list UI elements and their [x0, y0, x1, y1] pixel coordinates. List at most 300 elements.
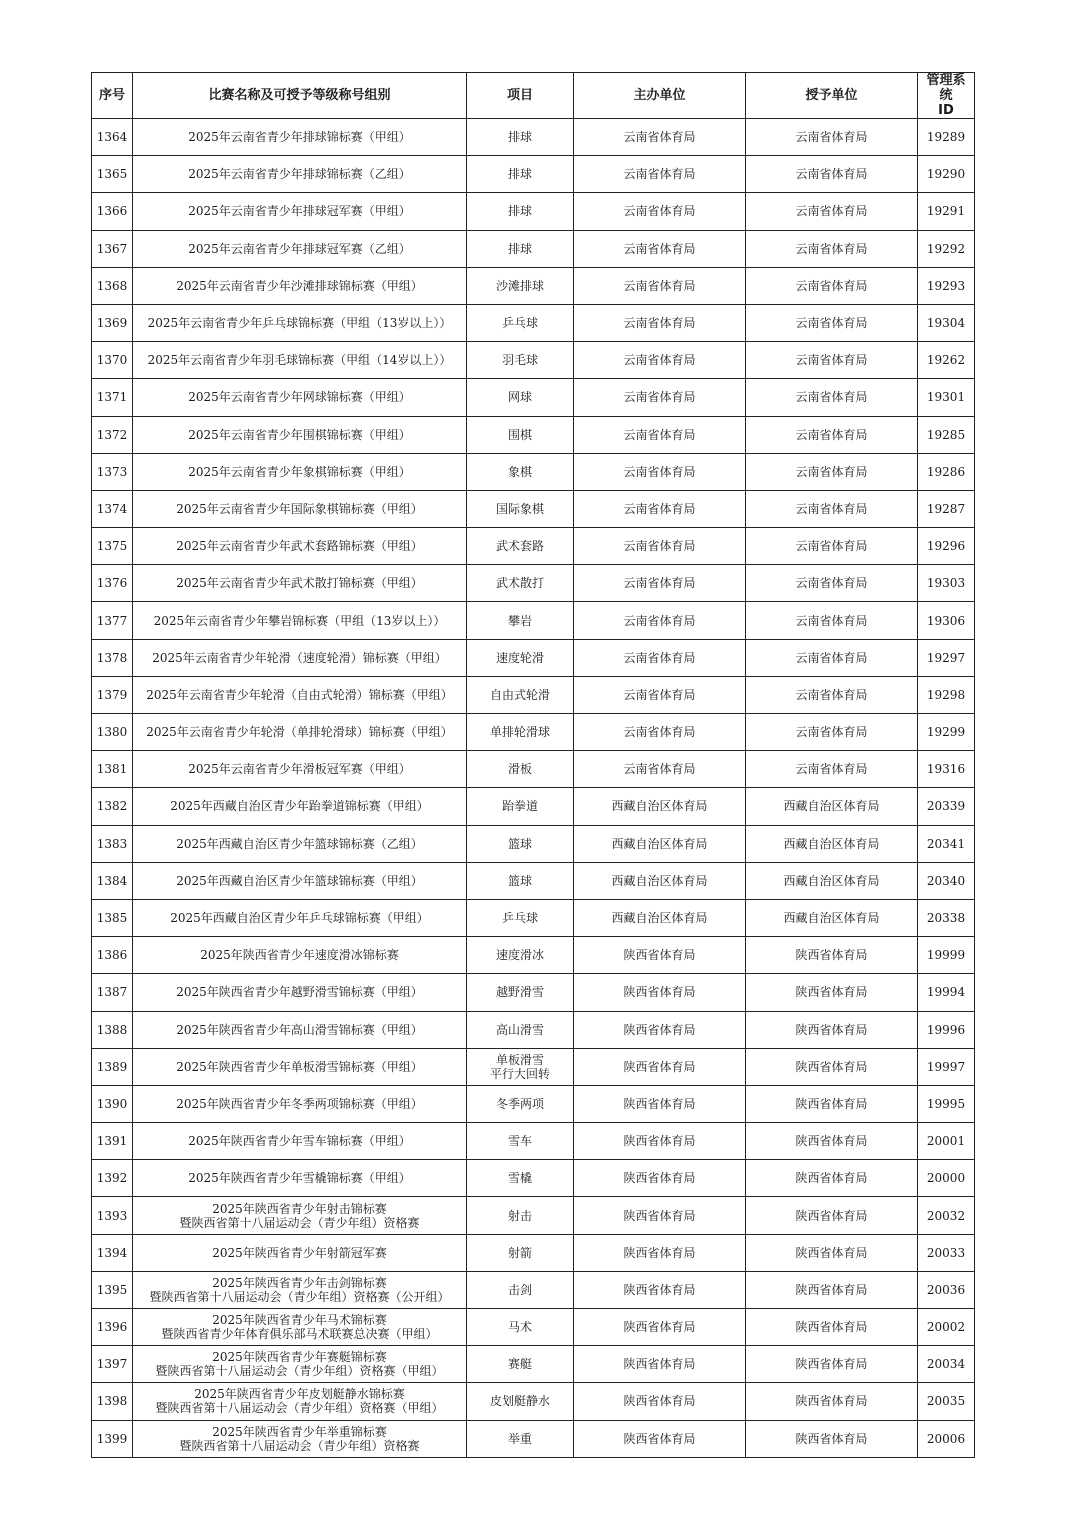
cell-name	[133, 1011, 467, 1048]
cell-name-line: 2025年云南省青少年轮滑（单排轮滑球）锦标赛（甲组）	[146, 725, 453, 740]
table-row	[92, 676, 975, 713]
cell-grant: 云南省体育局	[746, 379, 918, 416]
cell-name	[133, 304, 467, 341]
cell-name-line: 2025年陕西省青少年冬季两项锦标赛（甲组）	[176, 1096, 423, 1111]
cell-host: 陕西省体育局	[574, 1197, 746, 1234]
cell-item	[467, 974, 574, 1011]
cell-name	[133, 453, 467, 490]
cell-name-line: 2025年云南省青少年网球锦标赛（甲组）	[188, 390, 411, 405]
cell-id: 19997	[918, 1048, 975, 1085]
cell-host: 云南省体育局	[574, 565, 746, 602]
cell-name	[133, 974, 467, 1011]
cell-item-line: 单板滑雪	[495, 1052, 544, 1067]
cell-name-line: 2025年陕西省青少年雪橇锦标赛（甲组）	[188, 1171, 411, 1186]
cell-name	[133, 937, 467, 974]
cell-id: 20341	[918, 825, 975, 862]
cell-item	[467, 1048, 574, 1085]
cell-item	[467, 862, 574, 899]
cell-name-line: 2025年陕西省青少年射击锦标赛	[212, 1201, 387, 1216]
cell-seq: 1378	[92, 639, 133, 676]
cell-item-line: 围棋	[507, 427, 532, 442]
cell-seq: 1371	[92, 379, 133, 416]
cell-item	[467, 788, 574, 825]
cell-seq: 1383	[92, 825, 133, 862]
cell-seq: 1384	[92, 862, 133, 899]
cell-item-line: 皮划艇静水	[489, 1394, 550, 1409]
cell-name-line: 2025年云南省青少年轮滑（速度轮滑）锦标赛（甲组）	[152, 650, 447, 665]
cell-grant: 陕西省体育局	[746, 1346, 918, 1383]
cell-seq: 1379	[92, 676, 133, 713]
cell-item-line: 沙滩排球	[495, 278, 544, 293]
cell-grant: 西藏自治区体育局	[746, 862, 918, 899]
table-row	[92, 1271, 975, 1308]
cell-item-line: 射箭	[507, 1245, 532, 1260]
table-row	[92, 1160, 975, 1197]
cell-grant: 云南省体育局	[746, 714, 918, 751]
cell-name-line: 2025年陕西省青少年速度滑冰锦标赛	[200, 948, 399, 963]
cell-id: 19291	[918, 193, 975, 230]
cell-host: 陕西省体育局	[574, 937, 746, 974]
cell-id: 19303	[918, 565, 975, 602]
cell-grant: 陕西省体育局	[746, 1160, 918, 1197]
cell-seq: 1387	[92, 974, 133, 1011]
cell-item-line: 篮球	[507, 836, 532, 851]
table-row	[92, 304, 975, 341]
cell-name	[133, 156, 467, 193]
cell-grant: 陕西省体育局	[746, 1420, 918, 1457]
cell-name-line: 暨陕西省青少年体育俱乐部马术联赛总决赛（甲组）	[161, 1327, 438, 1342]
cell-name-line: 2025年陕西省青少年单板滑雪锦标赛（甲组）	[176, 1059, 423, 1074]
cell-seq: 1394	[92, 1234, 133, 1271]
cell-id: 19262	[918, 342, 975, 379]
cell-item	[467, 1011, 574, 1048]
cell-seq: 1369	[92, 304, 133, 341]
cell-item-line: 越野滑雪	[495, 985, 544, 1000]
table-row	[92, 416, 975, 453]
cell-name-line: 2025年陕西省青少年皮划艇静水锦标赛	[194, 1387, 405, 1402]
cell-item-line: 国际象棋	[495, 501, 544, 516]
cell-item-line: 武术套路	[495, 539, 544, 554]
cell-name	[133, 714, 467, 751]
cell-grant: 陕西省体育局	[746, 937, 918, 974]
cell-grant: 云南省体育局	[746, 751, 918, 788]
cell-seq: 1393	[92, 1197, 133, 1234]
cell-grant: 云南省体育局	[746, 156, 918, 193]
cell-item	[467, 267, 574, 304]
cell-item-line: 射击	[507, 1208, 532, 1223]
cell-id: 19290	[918, 156, 975, 193]
cell-seq: 1397	[92, 1346, 133, 1383]
cell-grant: 云南省体育局	[746, 267, 918, 304]
cell-grant: 陕西省体育局	[746, 1383, 918, 1420]
cell-name	[133, 565, 467, 602]
cell-id: 19994	[918, 974, 975, 1011]
cell-item-line: 击剑	[507, 1282, 532, 1297]
cell-item-line: 高山滑雪	[495, 1022, 544, 1037]
cell-seq: 1372	[92, 416, 133, 453]
cell-host: 陕西省体育局	[574, 1309, 746, 1346]
cell-item	[467, 825, 574, 862]
cell-id: 19999	[918, 937, 975, 974]
cell-grant: 陕西省体育局	[746, 1123, 918, 1160]
cell-host: 云南省体育局	[574, 230, 746, 267]
cell-name	[133, 602, 467, 639]
cell-id: 20006	[918, 1420, 975, 1457]
cell-item	[467, 1271, 574, 1308]
cell-seq: 1385	[92, 899, 133, 936]
cell-name-line: 2025年陕西省青少年高山滑雪锦标赛（甲组）	[176, 1022, 423, 1037]
cell-id: 19296	[918, 528, 975, 565]
cell-seq: 1395	[92, 1271, 133, 1308]
cell-host: 西藏自治区体育局	[574, 899, 746, 936]
cell-id: 20340	[918, 862, 975, 899]
cell-name	[133, 1160, 467, 1197]
cell-id: 20033	[918, 1234, 975, 1271]
cell-host: 陕西省体育局	[574, 1048, 746, 1085]
cell-host: 陕西省体育局	[574, 1271, 746, 1308]
cell-item	[467, 1160, 574, 1197]
cell-name-line: 暨陕西省第十八届运动会（青少年组）资格赛（公开组）	[149, 1289, 450, 1304]
table-row	[92, 1085, 975, 1122]
cell-grant: 陕西省体育局	[746, 1234, 918, 1271]
cell-host: 陕西省体育局	[574, 1346, 746, 1383]
cell-item	[467, 453, 574, 490]
cell-grant: 陕西省体育局	[746, 1048, 918, 1085]
cell-id: 19285	[918, 416, 975, 453]
table-row	[92, 602, 975, 639]
cell-name-line: 2025年云南省青少年滑板冠军赛（甲组）	[188, 762, 411, 777]
cell-name-line: 2025年云南省青少年围棋锦标赛（甲组）	[188, 427, 411, 442]
cell-grant: 云南省体育局	[746, 602, 918, 639]
cell-seq: 1365	[92, 156, 133, 193]
table-row	[92, 1048, 975, 1085]
cell-seq: 1376	[92, 565, 133, 602]
table-body	[92, 119, 975, 1458]
table-row	[92, 1197, 975, 1234]
cell-item-line: 冬季两项	[495, 1096, 544, 1111]
cell-seq: 1377	[92, 602, 133, 639]
cell-item-line: 排球	[507, 241, 532, 256]
table-row	[92, 825, 975, 862]
cell-name-line: 2025年云南省青少年排球冠军赛（甲组）	[188, 204, 411, 219]
cell-item-line: 排球	[507, 204, 532, 219]
cell-seq: 1370	[92, 342, 133, 379]
header-name: 比赛名称及可授予等级称号组别	[133, 73, 467, 119]
cell-host: 陕西省体育局	[574, 1160, 746, 1197]
cell-name-line: 2025年云南省青少年国际象棋锦标赛（甲组）	[176, 501, 423, 516]
header-row	[92, 73, 975, 119]
table-row	[92, 230, 975, 267]
cell-name-line: 2025年陕西省青少年射箭冠军赛	[212, 1245, 387, 1260]
cell-name-line: 2025年云南省青少年羽毛球锦标赛（甲组（14岁以上））	[147, 353, 452, 368]
cell-seq: 1382	[92, 788, 133, 825]
cell-name-line: 2025年西藏自治区青少年篮球锦标赛（甲组）	[176, 873, 423, 888]
cell-name	[133, 1123, 467, 1160]
cell-grant: 陕西省体育局	[746, 1309, 918, 1346]
cell-item	[467, 1420, 574, 1457]
cell-host: 云南省体育局	[574, 416, 746, 453]
cell-host: 云南省体育局	[574, 156, 746, 193]
cell-host: 陕西省体育局	[574, 1123, 746, 1160]
cell-id: 19289	[918, 119, 975, 156]
cell-name-line: 暨陕西省第十八届运动会（青少年组）资格赛（甲组）	[155, 1401, 444, 1416]
cell-name-line: 2025年云南省青少年排球冠军赛（乙组）	[188, 241, 411, 256]
cell-grant: 云南省体育局	[746, 119, 918, 156]
cell-name	[133, 193, 467, 230]
cell-name-line: 2025年云南省青少年武术散打锦标赛（甲组）	[176, 576, 423, 591]
table-row	[92, 119, 975, 156]
cell-id: 19306	[918, 602, 975, 639]
cell-item	[467, 937, 574, 974]
cell-host: 西藏自治区体育局	[574, 788, 746, 825]
cell-host: 云南省体育局	[574, 528, 746, 565]
cell-host: 陕西省体育局	[574, 1234, 746, 1271]
cell-host: 云南省体育局	[574, 379, 746, 416]
cell-name-line: 2025年云南省青少年沙滩排球锦标赛（甲组）	[176, 278, 423, 293]
cell-name-line: 暨陕西省第十八届运动会（青少年组）资格赛	[179, 1215, 420, 1230]
cell-id: 20035	[918, 1383, 975, 1420]
cell-grant: 云南省体育局	[746, 676, 918, 713]
cell-id: 20034	[918, 1346, 975, 1383]
cell-id: 19293	[918, 267, 975, 304]
table-row	[92, 714, 975, 751]
cell-item	[467, 1085, 574, 1122]
cell-host: 云南省体育局	[574, 119, 746, 156]
table-row	[92, 1346, 975, 1383]
cell-seq: 1388	[92, 1011, 133, 1048]
cell-item	[467, 528, 574, 565]
cell-name	[133, 862, 467, 899]
cell-name	[133, 416, 467, 453]
cell-item-line: 乒乓球	[501, 316, 538, 331]
header-seq: 序号	[92, 73, 133, 119]
cell-grant: 西藏自治区体育局	[746, 788, 918, 825]
cell-item-line: 举重	[507, 1431, 532, 1446]
cell-id: 20036	[918, 1271, 975, 1308]
cell-item-line: 乒乓球	[501, 911, 538, 926]
table-row	[92, 1309, 975, 1346]
cell-id: 19298	[918, 676, 975, 713]
cell-name	[133, 379, 467, 416]
header-id-line1: 管理系统	[926, 73, 966, 103]
table-row	[92, 565, 975, 602]
cell-seq: 1399	[92, 1420, 133, 1457]
cell-item-line: 马术	[507, 1320, 532, 1335]
table-row	[92, 974, 975, 1011]
cell-id: 20002	[918, 1309, 975, 1346]
table-row	[92, 899, 975, 936]
header-id	[918, 73, 975, 119]
cell-item-line: 速度轮滑	[495, 650, 544, 665]
cell-grant: 云南省体育局	[746, 565, 918, 602]
table-row	[92, 751, 975, 788]
cell-name	[133, 899, 467, 936]
cell-item-line: 跆拳道	[501, 799, 538, 814]
cell-id: 19304	[918, 304, 975, 341]
cell-seq: 1389	[92, 1048, 133, 1085]
cell-seq: 1368	[92, 267, 133, 304]
cell-item	[467, 1234, 574, 1271]
table-row	[92, 528, 975, 565]
cell-seq: 1374	[92, 490, 133, 527]
cell-seq: 1398	[92, 1383, 133, 1420]
cell-item-line: 平行大回转	[489, 1066, 550, 1081]
cell-name	[133, 267, 467, 304]
cell-name	[133, 1383, 467, 1420]
cell-item	[467, 1197, 574, 1234]
cell-id: 20338	[918, 899, 975, 936]
cell-grant: 陕西省体育局	[746, 1085, 918, 1122]
cell-id: 20000	[918, 1160, 975, 1197]
cell-name-line: 2025年陕西省青少年马术锦标赛	[212, 1313, 387, 1328]
cell-grant: 云南省体育局	[746, 193, 918, 230]
table-row	[92, 379, 975, 416]
cell-seq: 1380	[92, 714, 133, 751]
cell-name	[133, 676, 467, 713]
cell-item	[467, 304, 574, 341]
table-row	[92, 156, 975, 193]
table-row	[92, 490, 975, 527]
cell-id: 19316	[918, 751, 975, 788]
cell-name-line: 2025年云南省青少年武术套路锦标赛（甲组）	[176, 539, 423, 554]
cell-item	[467, 714, 574, 751]
cell-name-line: 2025年陕西省青少年越野滑雪锦标赛（甲组）	[176, 985, 423, 1000]
cell-host: 云南省体育局	[574, 751, 746, 788]
cell-grant: 云南省体育局	[746, 304, 918, 341]
cell-host: 云南省体育局	[574, 342, 746, 379]
cell-id: 19292	[918, 230, 975, 267]
cell-seq: 1386	[92, 937, 133, 974]
cell-id: 19996	[918, 1011, 975, 1048]
cell-item-line: 速度滑冰	[495, 948, 544, 963]
cell-name-line: 2025年陕西省青少年击剑锦标赛	[212, 1275, 387, 1290]
cell-item	[467, 1309, 574, 1346]
cell-grant: 云南省体育局	[746, 342, 918, 379]
table-row	[92, 1123, 975, 1160]
table-row	[92, 342, 975, 379]
cell-item-line: 排球	[507, 130, 532, 145]
cell-seq: 1391	[92, 1123, 133, 1160]
cell-grant: 云南省体育局	[746, 528, 918, 565]
cell-item-line: 排球	[507, 167, 532, 182]
cell-id: 19301	[918, 379, 975, 416]
cell-item	[467, 751, 574, 788]
cell-item	[467, 1383, 574, 1420]
cell-item-line: 网球	[507, 390, 532, 405]
cell-host: 云南省体育局	[574, 267, 746, 304]
cell-name	[133, 342, 467, 379]
cell-name-line: 2025年云南省青少年排球锦标赛（甲组）	[188, 130, 411, 145]
cell-item	[467, 230, 574, 267]
cell-host: 云南省体育局	[574, 714, 746, 751]
cell-seq: 1390	[92, 1085, 133, 1122]
cell-name-line: 2025年云南省青少年攀岩锦标赛（甲组（13岁以上））	[153, 613, 446, 628]
cell-name-line: 2025年云南省青少年象棋锦标赛（甲组）	[188, 464, 411, 479]
header-grant: 授予单位	[746, 73, 918, 119]
cell-name-line: 2025年西藏自治区青少年篮球锦标赛（乙组）	[176, 836, 423, 851]
cell-name	[133, 119, 467, 156]
table-row	[92, 193, 975, 230]
cell-grant: 云南省体育局	[746, 230, 918, 267]
cell-seq: 1364	[92, 119, 133, 156]
cell-id: 20032	[918, 1197, 975, 1234]
cell-host: 陕西省体育局	[574, 1420, 746, 1457]
table-row	[92, 639, 975, 676]
cell-grant: 云南省体育局	[746, 490, 918, 527]
cell-seq: 1392	[92, 1160, 133, 1197]
cell-id: 19297	[918, 639, 975, 676]
cell-grant: 云南省体育局	[746, 416, 918, 453]
cell-id: 19995	[918, 1085, 975, 1122]
cell-item	[467, 490, 574, 527]
table-row	[92, 1420, 975, 1457]
cell-seq: 1375	[92, 528, 133, 565]
cell-item	[467, 379, 574, 416]
cell-seq: 1396	[92, 1309, 133, 1346]
cell-item	[467, 639, 574, 676]
cell-name	[133, 528, 467, 565]
cell-seq: 1373	[92, 453, 133, 490]
table-row	[92, 862, 975, 899]
cell-item-line: 篮球	[507, 873, 532, 888]
cell-host: 陕西省体育局	[574, 1383, 746, 1420]
cell-host: 云南省体育局	[574, 602, 746, 639]
cell-name	[133, 788, 467, 825]
cell-host: 陕西省体育局	[574, 1011, 746, 1048]
cell-name	[133, 1346, 467, 1383]
cell-name	[133, 490, 467, 527]
cell-item-line: 雪车	[507, 1134, 532, 1149]
cell-item-line: 武术散打	[495, 576, 544, 591]
header-host: 主办单位	[574, 73, 746, 119]
cell-seq: 1381	[92, 751, 133, 788]
cell-item-line: 象棋	[507, 464, 532, 479]
header-item: 项目	[467, 73, 574, 119]
cell-name-line: 2025年陕西省青少年雪车锦标赛（甲组）	[188, 1134, 411, 1149]
cell-item-line: 自由式轮滑	[489, 687, 550, 702]
cell-host: 云南省体育局	[574, 490, 746, 527]
cell-item	[467, 193, 574, 230]
cell-grant: 云南省体育局	[746, 639, 918, 676]
cell-host: 陕西省体育局	[574, 1085, 746, 1122]
cell-name-line: 2025年云南省青少年轮滑（自由式轮滑）锦标赛（甲组）	[146, 687, 453, 702]
cell-host: 西藏自治区体育局	[574, 825, 746, 862]
table-row	[92, 1234, 975, 1271]
cell-item-line: 单排轮滑球	[489, 725, 550, 740]
cell-item	[467, 565, 574, 602]
cell-name-line: 2025年云南省青少年排球锦标赛（乙组）	[188, 167, 411, 182]
cell-name-line: 2025年陕西省青少年赛艇锦标赛	[212, 1350, 387, 1365]
cell-host: 云南省体育局	[574, 676, 746, 713]
cell-item	[467, 1346, 574, 1383]
cell-name-line: 2025年西藏自治区青少年乒乓球锦标赛（甲组）	[170, 911, 429, 926]
cell-grant: 陕西省体育局	[746, 1197, 918, 1234]
cell-id: 19286	[918, 453, 975, 490]
cell-name	[133, 1271, 467, 1308]
cell-grant: 云南省体育局	[746, 453, 918, 490]
cell-grant: 西藏自治区体育局	[746, 825, 918, 862]
cell-name	[133, 230, 467, 267]
cell-host: 云南省体育局	[574, 304, 746, 341]
cell-name	[133, 751, 467, 788]
table-row	[92, 937, 975, 974]
cell-item-line: 攀岩	[507, 613, 532, 628]
cell-host: 云南省体育局	[574, 193, 746, 230]
cell-item	[467, 119, 574, 156]
table-row	[92, 1383, 975, 1420]
cell-host: 西藏自治区体育局	[574, 862, 746, 899]
cell-seq: 1366	[92, 193, 133, 230]
